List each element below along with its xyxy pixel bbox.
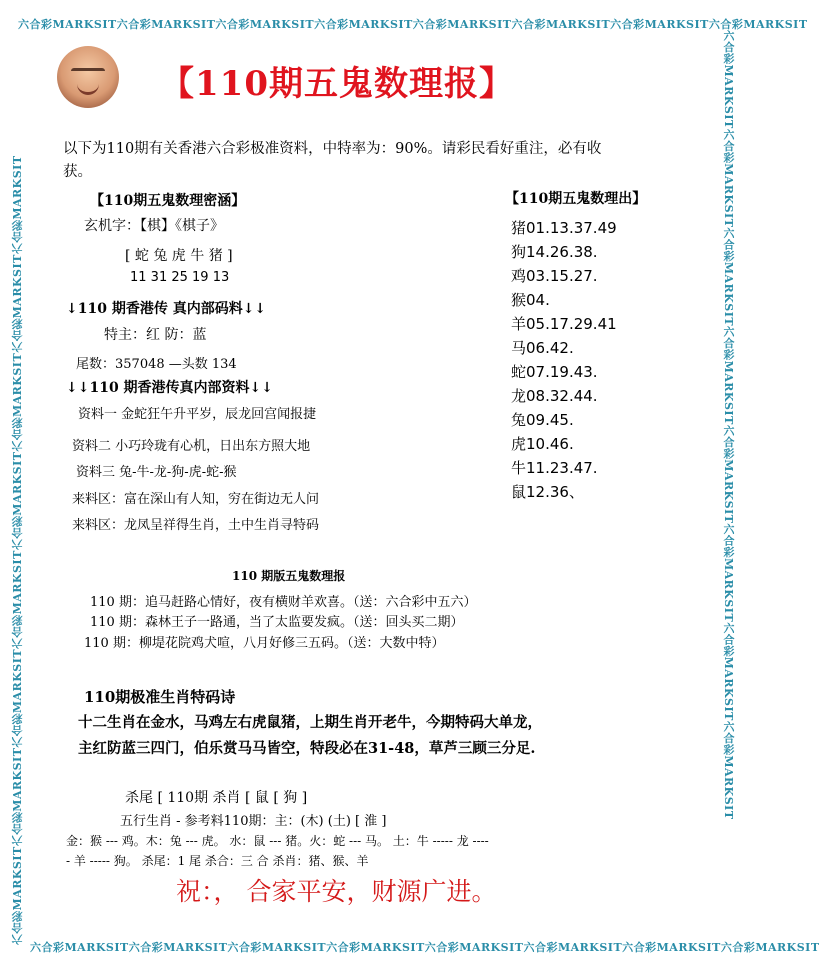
avatar-mouth <box>77 84 99 95</box>
zodiac-row: 狗14.26.38. <box>511 243 598 261</box>
zodiac-row: 猴04. <box>511 291 550 309</box>
zodiac-row: 马06.42. <box>511 339 574 357</box>
section2-line-1: 110 期：追马赶路心情好，夜有横财羊欢喜。（送：六合彩中五六） <box>90 595 477 610</box>
numbers-line: 11 31 25 19 13 <box>130 270 230 285</box>
intro-line-1: 以下为110期有关香港六合彩极准资料，中特率为：90%。请彩民看好重注，必有收 <box>63 141 602 157</box>
zodiac-row: 鼠12.36、 <box>511 483 584 501</box>
laoliao-2: 来料区：龙凤呈祥得生肖，土中生肖寻特码 <box>72 518 320 533</box>
hk-heading: ↓110 期香港传 真内部码料↓↓ <box>66 301 267 317</box>
right-heading: 【110期五鬼数理出】 <box>505 191 647 207</box>
ziliao-3: 资料三 兔-牛-龙-狗-虎-蛇-猴 <box>76 465 237 480</box>
hk2-heading: ↓↓110 期香港传真内部资料↓↓ <box>66 380 274 396</box>
weishu-line: 尾数：357048 —头数 134 <box>76 357 237 372</box>
wuxing-detail-1: 金：猴 --- 鸡。木：兔 --- 虎。 水：鼠 --- 猪。火：蛇 --- 马。 土：牛 ----- 龙 ---- <box>66 834 489 848</box>
shawei-line: 杀尾 [ 110期 杀肖 [ 鼠 [ 狗 ] <box>125 790 308 806</box>
section2-line-2: 110 期：森林王子一路通，当了太监要发疯。（送：回头买二期） <box>90 615 464 630</box>
border-bottom: 六合彩MARKSIT六合彩MARKSIT六合彩MARKSIT六合彩MARKSIT六合彩MARKSIT六合彩MARKSIT六合彩MARKSIT六合彩MARKSIT <box>30 941 820 954</box>
zodiac-row: 羊05.17.29.41 <box>511 315 617 333</box>
page-title: 【110期五鬼数理报】 <box>160 64 514 104</box>
poem-line-1: 十二生肖在金水，马鸡左右虎鼠猪，上期生肖开老牛，今期特码大单龙， <box>78 714 542 731</box>
zodiac-row: 虎10.46. <box>511 435 574 453</box>
border-top: 六合彩MARKSIT六合彩MARKSIT六合彩MARKSIT六合彩MARKSIT六合彩MARKSIT六合彩MARKSIT六合彩MARKSIT六合彩MARKSIT <box>18 18 808 31</box>
section2-line-3: 110 期：柳堤花院鸡犬喧，八月好修三五码。（送：大数中特） <box>84 636 445 651</box>
zodiac-row: 兔09.45. <box>511 411 574 429</box>
poem-line-2: 主红防蓝三四门，伯乐赏马马皆空，特段必在31-48，草芦三顾三分足. <box>78 740 536 757</box>
left-heading: 【110期五鬼数理密涵】 <box>90 193 246 209</box>
border-left: 六合彩MARKSIT六合彩MARKSIT六合彩MARKSIT六合彩MARKSIT六合彩MARKSIT六合彩MARKSIT六合彩MARKSIT六合彩MARKSIT <box>11 155 24 945</box>
ziliao-2: 资料二 小巧玲珑有心机，日出东方照大地 <box>72 439 311 454</box>
laoliao-1: 来料区：富在深山有人知，穷在街边无人问 <box>72 492 320 507</box>
wuxing-detail-2: - 羊 ----- 狗。 杀尾：1 尾 杀合：三 合 杀肖：猪、猴、羊 <box>66 854 369 868</box>
ziliao-1: 资料一 金蛇狂午升平岁，辰龙回宫闻报捷 <box>78 407 317 422</box>
zodiac-row: 猪01.13.37.49 <box>511 219 617 237</box>
avatar <box>57 46 119 108</box>
blessing: 祝：， 合家平安，财源广进。 <box>176 877 497 906</box>
tezhu-line: 特主：红 防：蓝 <box>104 327 207 343</box>
poem-heading: 110期极准生肖特码诗 <box>84 688 236 706</box>
intro-line-2: 获。 <box>63 164 92 180</box>
wuxing-line: 五行生肖 - 参考料110期：主：(木) (土) [ 淮 ] <box>120 814 387 829</box>
section2-heading: 110 期版五鬼数理报 <box>232 569 346 583</box>
xuanji-line: 玄机字：【棋】《棋子》 <box>84 218 224 234</box>
zodiac-row: 鸡03.15.27. <box>511 267 598 285</box>
zodiac-row: 龙08.32.44. <box>511 387 598 405</box>
zodiac-row: 牛11.23.47. <box>511 459 598 477</box>
zodiac-row: 蛇07.19.43. <box>511 363 598 381</box>
animals-line: [ 蛇 兔 虎 牛 猪 ] <box>125 248 233 264</box>
border-right: 六合彩MARKSIT六合彩MARKSIT六合彩MARKSIT六合彩MARKSIT六合彩MARKSIT六合彩MARKSIT六合彩MARKSIT六合彩MARKSIT <box>722 30 735 820</box>
avatar-eyes <box>71 68 105 77</box>
